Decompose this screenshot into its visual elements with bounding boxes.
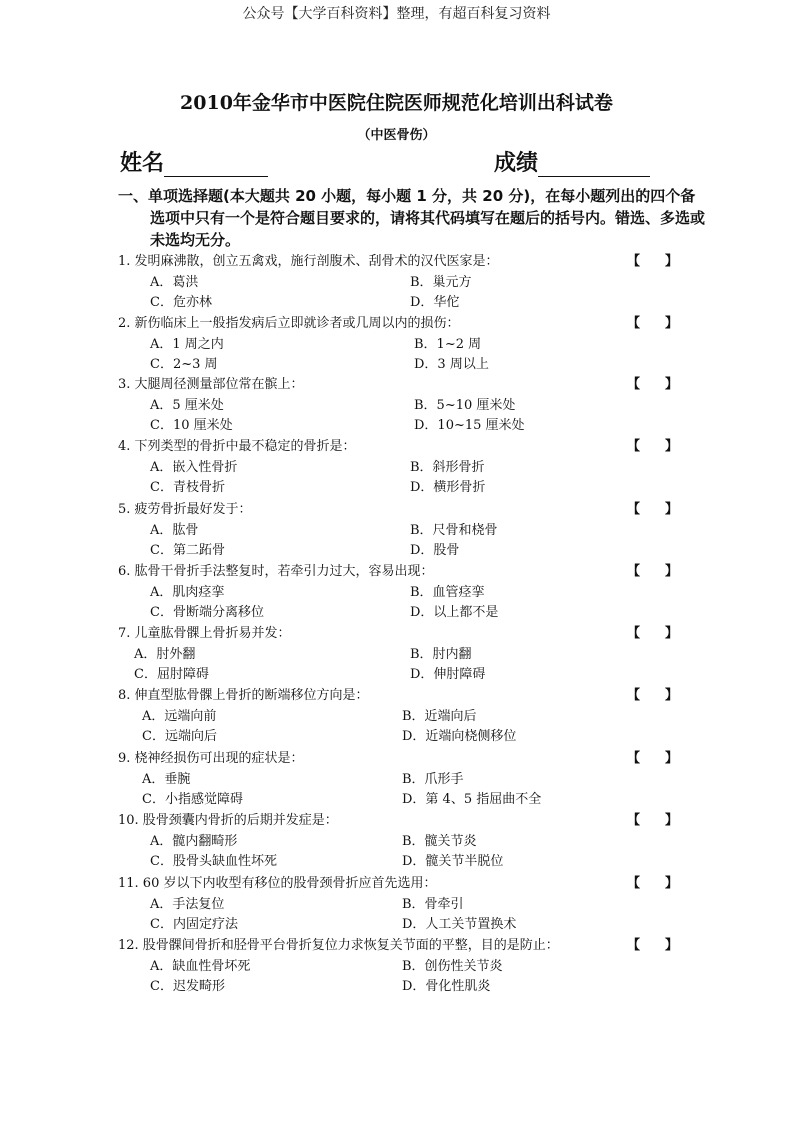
score-field xyxy=(494,146,650,177)
option-a: A．肌肉痉挛 xyxy=(150,584,225,600)
bracket-close: 】 xyxy=(664,254,678,269)
bracket-open: 【 xyxy=(626,751,640,766)
option-a: A．远端向前 xyxy=(142,708,217,724)
score-blank xyxy=(538,154,650,177)
option-d: D．横形骨折 xyxy=(410,480,486,496)
question-item xyxy=(118,686,678,748)
option-b: B．巢元方 xyxy=(410,274,472,290)
option-a: A．1 周之内 xyxy=(150,336,224,352)
option-a: A．髋内翻畸形 xyxy=(150,833,238,849)
option-b: B．髋关节炎 xyxy=(402,833,477,849)
question-text: 8. 伸直型肱骨髁上骨折的断端移位方向是： xyxy=(118,688,369,703)
option-c: C．内固定疗法 xyxy=(150,917,238,933)
bracket-close: 】 xyxy=(664,316,678,331)
question-item xyxy=(118,624,678,686)
option-c: C．屈肘障碍 xyxy=(134,667,209,683)
option-a: A．5 厘米处 xyxy=(150,397,224,413)
bracket-close: 】 xyxy=(664,813,678,828)
question-text: 6. 肱骨干骨折手法整复时，若牵引力过大，容易出现： xyxy=(118,564,434,579)
exam-title: 2010年金华市中医院住院医师规范化培训出科试卷 xyxy=(180,92,613,114)
option-b: B．骨牵引 xyxy=(402,896,464,912)
question-text: 7. 儿童肱骨髁上骨折易并发： xyxy=(118,626,291,641)
question-text: 11. 60 岁以下内收型有移位的股骨颈骨折应首先选用： xyxy=(118,876,437,891)
option-b: B．斜形骨折 xyxy=(410,459,485,475)
question-item xyxy=(118,562,678,624)
question-text: 2. 新伤临床上一般指发病后立即就诊者或几周以内的损伤： xyxy=(118,316,460,331)
option-c: C．股骨头缺血性坏死 xyxy=(150,854,277,870)
option-a: A．嵌入性骨折 xyxy=(150,459,238,475)
answer-bracket[interactable] xyxy=(627,500,678,521)
question-item xyxy=(118,437,678,499)
option-b: B．5~10 厘米处 xyxy=(414,397,516,413)
option-d: D．髋关节半脱位 xyxy=(402,854,504,870)
question-text: 3. 大腿周径测量部位常在髌上： xyxy=(118,377,304,392)
option-d: D．3 周以上 xyxy=(414,357,489,373)
answer-bracket[interactable] xyxy=(627,811,678,832)
option-a: A．肱骨 xyxy=(150,522,199,538)
name-blank[interactable] xyxy=(164,154,268,177)
option-b: B．肘内翻 xyxy=(410,646,472,662)
question-text: 4. 下列类型的骨折中最不稳定的骨折是： xyxy=(118,439,356,454)
bracket-open: 【 xyxy=(626,254,640,269)
question-text: 9. 桡神经损伤可出现的症状是： xyxy=(118,751,304,766)
question-item xyxy=(118,252,678,314)
option-c: C．小指感觉障碍 xyxy=(142,792,243,808)
question-text: 5. 疲劳骨折最好发于： xyxy=(118,502,252,517)
question-text: 12. 股骨髁间骨折和胫骨平台骨折复位力求恢复关节面的平整，目的是防止： xyxy=(118,938,559,953)
score-label: 成绩 xyxy=(494,151,539,176)
name-label: 姓名 xyxy=(120,151,165,176)
option-a: A．葛洪 xyxy=(150,274,199,290)
answer-bracket[interactable] xyxy=(627,749,678,770)
answer-bracket[interactable] xyxy=(627,686,678,707)
option-d: D．第 4、5 指屈曲不全 xyxy=(402,792,542,808)
option-b: B．血管痉挛 xyxy=(410,584,485,600)
bracket-close: 】 xyxy=(664,502,678,517)
answer-bracket[interactable] xyxy=(627,624,678,645)
option-b: B．尺骨和桡骨 xyxy=(410,522,498,538)
bracket-open: 【 xyxy=(626,876,640,891)
option-c: C．骨断端分离移位 xyxy=(150,605,264,621)
bracket-open: 【 xyxy=(626,316,640,331)
exam-subtitle: （中医骨伤） xyxy=(357,128,436,143)
bracket-close: 】 xyxy=(664,439,678,454)
answer-bracket[interactable] xyxy=(627,314,678,335)
answer-bracket[interactable] xyxy=(627,375,678,396)
question-item xyxy=(118,500,678,562)
option-a: A．手法复位 xyxy=(150,896,225,912)
option-c: C．危亦林 xyxy=(150,295,212,311)
bracket-open: 【 xyxy=(626,439,640,454)
answer-bracket[interactable] xyxy=(627,874,678,895)
answer-bracket[interactable] xyxy=(627,562,678,583)
option-b: B．1~2 周 xyxy=(414,336,482,352)
option-d: D．以上都不是 xyxy=(410,605,499,621)
option-b: B．创伤性关节炎 xyxy=(402,958,503,974)
bracket-open: 【 xyxy=(626,688,640,703)
question-text: 10. 股骨颈囊内骨折的后期并发症是： xyxy=(118,813,338,828)
question-item xyxy=(118,749,678,811)
bracket-close: 】 xyxy=(664,377,678,392)
option-c: C．迟发畸形 xyxy=(150,979,225,995)
question-item xyxy=(118,936,678,998)
bracket-open: 【 xyxy=(626,938,640,953)
bracket-close: 】 xyxy=(664,938,678,953)
option-c: C．10 厘米处 xyxy=(150,418,233,434)
bracket-close: 】 xyxy=(664,751,678,766)
option-a: A．垂腕 xyxy=(142,771,191,787)
answer-bracket[interactable] xyxy=(627,437,678,458)
option-d: D．股骨 xyxy=(410,543,460,559)
bracket-open: 【 xyxy=(626,626,640,641)
question-item xyxy=(118,874,678,936)
answer-bracket[interactable] xyxy=(627,936,678,957)
option-c: C．第二跖骨 xyxy=(150,543,225,559)
bracket-close: 】 xyxy=(664,626,678,641)
option-d: D．10~15 厘米处 xyxy=(414,418,525,434)
option-c: C．2~3 周 xyxy=(150,357,218,373)
bracket-open: 【 xyxy=(626,377,640,392)
option-a: A．缺血性骨坏死 xyxy=(150,958,251,974)
question-item xyxy=(118,314,678,376)
option-a: A．肘外翻 xyxy=(134,646,196,662)
bracket-close: 】 xyxy=(664,688,678,703)
option-d: D．近端向桡侧移位 xyxy=(402,729,517,745)
option-b: B．爪形手 xyxy=(402,771,464,787)
section-instructions: 一、单项选择题(本大题共 20 小题，每小题 1 分，共 20 分)，在每小题列出的四个备选项中只有一个是符合题目要求的，请将其代码填写在题后的括号内。错选、多选或未选均无分。 xyxy=(118,187,706,249)
bracket-open: 【 xyxy=(626,813,640,828)
bracket-open: 【 xyxy=(626,502,640,517)
option-c: C．远端向后 xyxy=(142,729,217,745)
question-item xyxy=(118,375,678,437)
option-d: D．人工关节置换术 xyxy=(402,917,517,933)
question-text: 1. 发明麻沸散，创立五禽戏，施行剖腹术、刮骨术的汉代医家是： xyxy=(118,254,499,269)
bracket-close: 】 xyxy=(664,876,678,891)
option-c: C．青枝骨折 xyxy=(150,480,225,496)
answer-bracket[interactable] xyxy=(627,252,678,273)
option-b: B．近端向后 xyxy=(402,708,477,724)
option-d: D．骨化性肌炎 xyxy=(402,979,491,995)
page-header: 公众号【大学百科资料】整理，有超百科复习资料 xyxy=(242,6,551,22)
bracket-open: 【 xyxy=(626,564,640,579)
question-item xyxy=(118,811,678,873)
name-field[interactable] xyxy=(120,146,268,177)
option-d: D．伸肘障碍 xyxy=(410,667,486,683)
option-d: D．华佗 xyxy=(410,295,460,311)
bracket-close: 】 xyxy=(664,564,678,579)
